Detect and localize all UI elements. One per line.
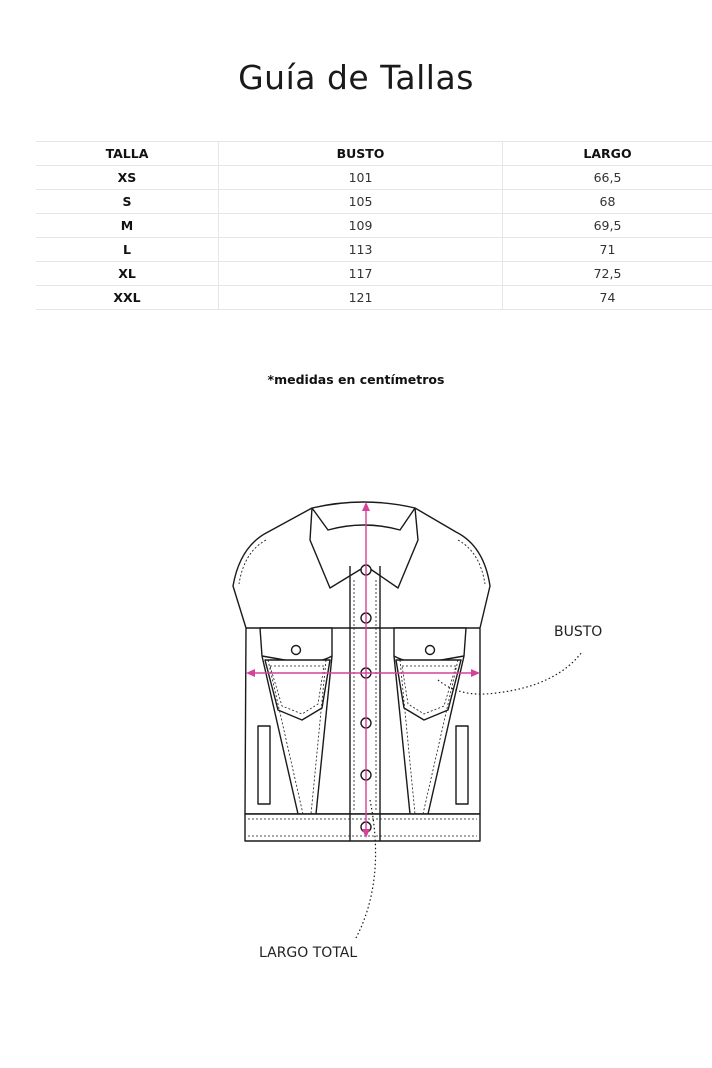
table-row <box>36 190 712 214</box>
table-row <box>36 238 712 262</box>
busto-label: BUSTO <box>554 624 603 640</box>
vest-diagram <box>0 490 712 990</box>
largo-cell: 69,5 <box>503 214 712 238</box>
size-cell: L <box>36 238 219 262</box>
table-row <box>36 214 712 238</box>
busto-cell: 109 <box>219 214 503 238</box>
busto-cell: 113 <box>219 238 503 262</box>
largo-cell: 72,5 <box>503 262 712 286</box>
busto-cell: 101 <box>219 166 503 190</box>
size-cell: S <box>36 190 219 214</box>
table-row <box>36 286 712 310</box>
largo-cell: 71 <box>503 238 712 262</box>
largo-cell: 74 <box>503 286 712 310</box>
units-note: *medidas en centímetros <box>267 372 445 387</box>
size-table <box>36 141 712 310</box>
column-header-busto: BUSTO <box>219 142 503 166</box>
size-cell: XS <box>36 166 219 190</box>
largo-total-label: LARGO TOTAL <box>259 945 358 961</box>
table-row <box>36 166 712 190</box>
busto-cell: 121 <box>219 286 503 310</box>
busto-cell: 105 <box>219 190 503 214</box>
table-row <box>36 262 712 286</box>
size-cell: XXL <box>36 286 219 310</box>
column-header-largo: LARGO <box>503 142 712 166</box>
table-header-row <box>36 142 712 166</box>
busto-cell: 117 <box>219 262 503 286</box>
column-header-talla: TALLA <box>36 142 219 166</box>
size-cell: M <box>36 214 219 238</box>
largo-cell: 66,5 <box>503 166 712 190</box>
largo-cell: 68 <box>503 190 712 214</box>
size-cell: XL <box>36 262 219 286</box>
page-title: Guía de Tallas <box>238 58 474 97</box>
